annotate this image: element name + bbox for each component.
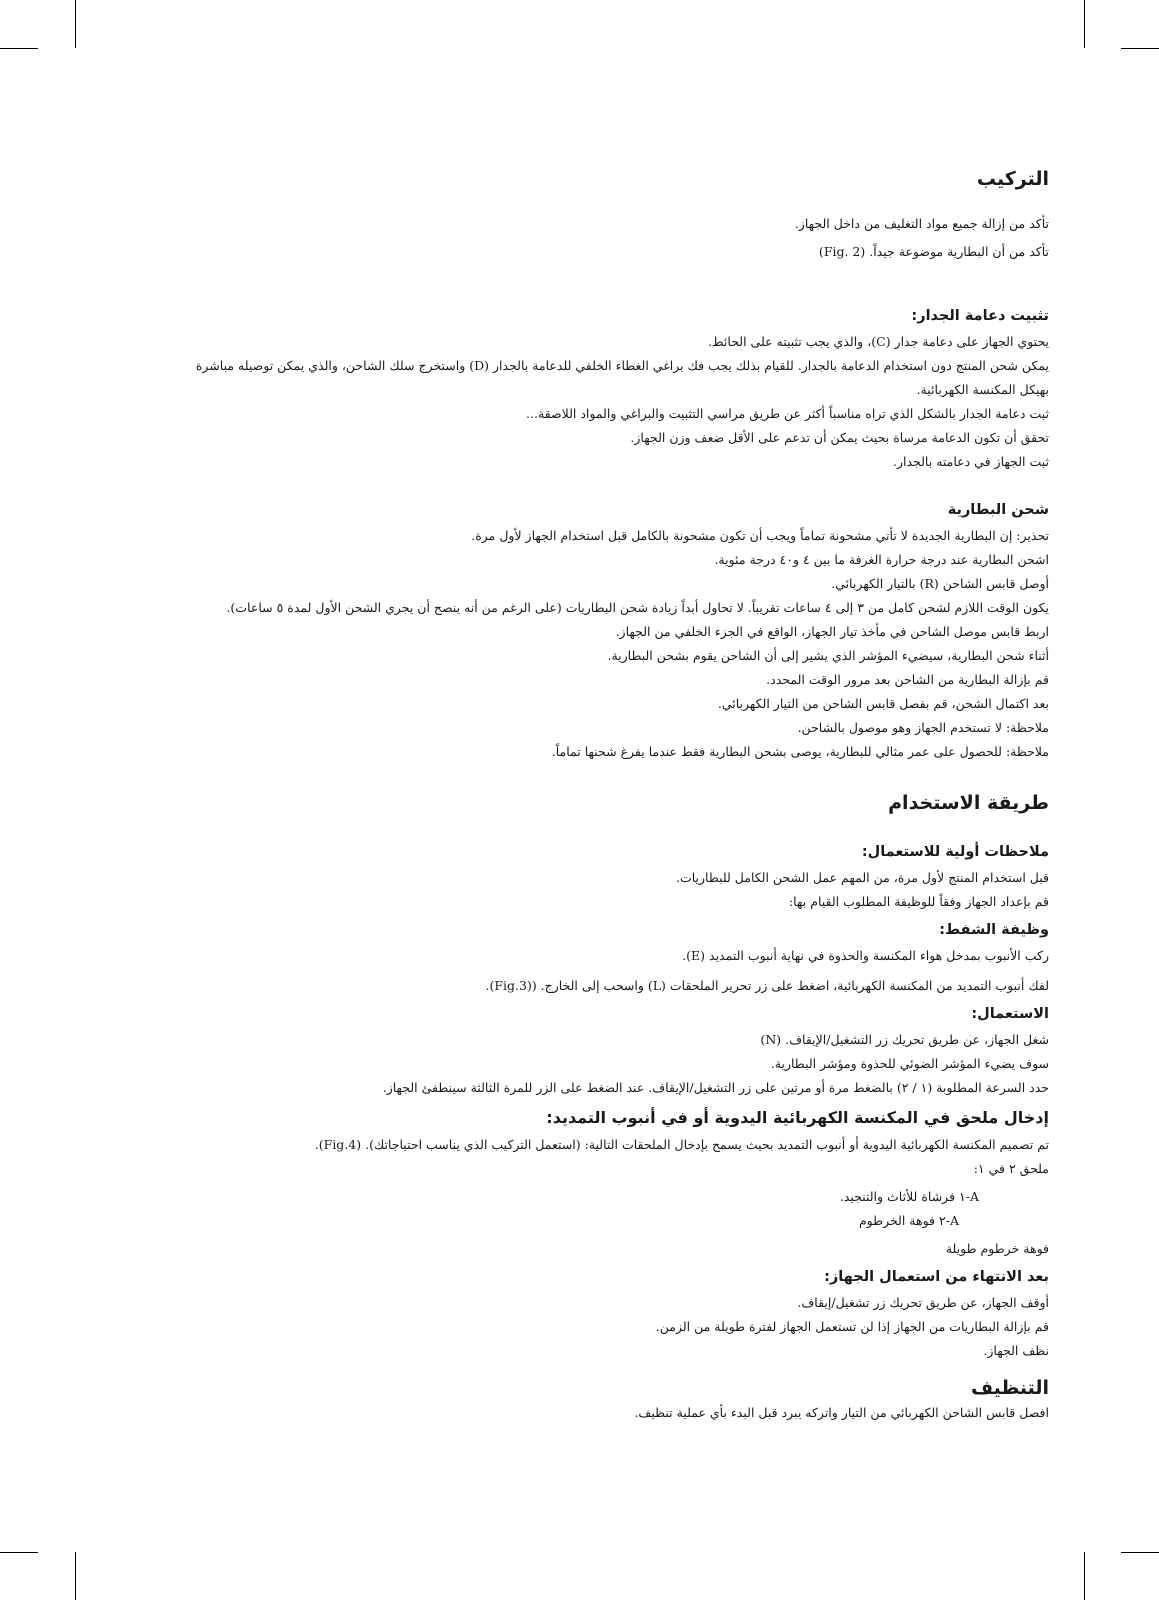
assembly-title: التركيب bbox=[976, 168, 1049, 190]
assembly-section bbox=[169, 168, 1049, 264]
crop-mark bbox=[75, 1552, 76, 1600]
cleaning-section bbox=[169, 1377, 1049, 1425]
battery-section bbox=[169, 502, 1049, 764]
paragraph: قم بإزالة البطارية من الشاحن بعد مرور الوقت المحدد. bbox=[766, 672, 1049, 687]
wall-mount-section bbox=[169, 308, 1049, 474]
paragraph: ثبت الجهاز في دعامته بالجدار. bbox=[893, 454, 1049, 469]
paragraph: لفك أنبوب التمديد من المكنسة الكهربائية، اضغط على زر تحرير الملحقات (L) واسحب إلى الخارج. ((Fig.3). bbox=[485, 978, 1049, 993]
paragraph: ملاحظة: لا تستخدم الجهاز وهو موصول بالشاحن. bbox=[797, 720, 1049, 735]
crop-mark bbox=[1121, 1552, 1159, 1553]
wall-mount-title: تثبيت دعامة الجدار: bbox=[911, 308, 1049, 324]
crop-mark bbox=[1121, 48, 1159, 49]
battery-title: شحن البطارية bbox=[947, 502, 1049, 518]
paragraph: أوقف الجهاز، عن طريق تحريك زر تشغيل/إيقاف. bbox=[797, 1295, 1049, 1310]
paragraph: اربط قابس موصل الشاحن في مأخذ تيار الجهاز، الواقع في الجزء الخلفي من الجهاز. bbox=[615, 624, 1049, 639]
paragraph: تأكد من إزالة جميع مواد التغليف من داخل الجهاز. bbox=[794, 216, 1049, 231]
crop-mark bbox=[1084, 0, 1085, 48]
paragraph: ملاحظة: للحصول على عمر مثالي للبطارية، يوصى بشحن البطارية فقط عندما يفرغ شحنها تماماً. bbox=[551, 744, 1049, 759]
crop-mark bbox=[75, 0, 76, 48]
paragraph: تحقق أن تكون الدعامة مرساة بحيث يمكن أن تدعم على الأقل ضعف وزن الجهاز. bbox=[630, 430, 1049, 445]
operation-block bbox=[169, 1006, 1049, 1100]
paragraph: ثبت دعامة الجدار بالشكل الذي تراه مناسباً أكثر عن طريق مراسي التثبيت والبراغي والمواد اللاصقة... bbox=[526, 406, 1049, 421]
paragraph: قبل استخدام المنتج لأول مرة، من المهم عمل الشحن الكامل للبطاريات. bbox=[675, 870, 1049, 885]
paragraph: ركب الأنبوب بمدخل هواء المكنسة والحذوة في نهاية أنبوب التمديد (E). bbox=[682, 948, 1049, 963]
suction-block bbox=[169, 922, 1049, 998]
paragraph: تم تصميم المكنسة الكهربائية اليدوية أو أنبوب التمديد بحيث يسمح بإدخال الملحقات التالية: (استعمل التركيب الذي يناسب احتياجاتك). (Fig.4). bbox=[314, 1137, 1049, 1152]
document-page bbox=[169, 150, 1049, 1453]
paragraph: فوهة خرطوم طويلة bbox=[945, 1241, 1049, 1256]
accessory-block bbox=[169, 1108, 1049, 1261]
usage-title: طريقة الاستخدام bbox=[888, 792, 1049, 814]
cleaning-title: التنظيف bbox=[970, 1377, 1049, 1399]
paragraph: سوف يضيء المؤشر الضوئي للحذوة ومؤشر البطارية. bbox=[770, 1056, 1049, 1071]
paragraph: نظف الجهاز. bbox=[983, 1343, 1049, 1358]
after-use-block bbox=[169, 1269, 1049, 1363]
paragraph: شغل الجهاز، عن طريق تحريك زر التشغيل/الإيقاف. (N) bbox=[760, 1032, 1049, 1047]
after-use-title: بعد الانتهاء من استعمال الجهاز: bbox=[824, 1269, 1049, 1285]
paragraph: قم بإعداد الجهاز وفقاً للوظيفة المطلوب القيام بها: bbox=[788, 894, 1049, 909]
paragraph: بعد اكتمال الشحن، قم بفصل قابس الشاحن من التيار الكهربائي. bbox=[717, 696, 1049, 711]
paragraph: قم بإزالة البطاريات من الجهاز إذا لن تستعمل الجهاز لفترة طويلة من الزمن. bbox=[655, 1319, 1049, 1334]
prelim-title: ملاحظات أولية للاستعمال: bbox=[861, 844, 1049, 860]
paragraph: افصل قابس الشاحن الكهربائي من التيار واتركه يبرد قبل البدء بأي عملية تنظيف. bbox=[634, 1405, 1049, 1420]
usage-section bbox=[169, 792, 1049, 1363]
crop-mark bbox=[1084, 1552, 1085, 1600]
crop-mark bbox=[0, 1552, 38, 1553]
paragraph: ملحق ٢ في ١: bbox=[973, 1161, 1049, 1176]
paragraph: اشحن البطارية عند درجة حرارة الغرفة ما بين ٤ و٤٠ درجة مئوية. bbox=[714, 552, 1049, 567]
paragraph: حدد السرعة المطلوبة (١ / ٢) بالضغط مرة أو مرتين على زر التشغيل/الإيقاف. عند الضغط على الزر للمرة الثالثة سينطفئ الجهاز. bbox=[382, 1080, 1049, 1095]
suction-title: وظيفة الشفط: bbox=[939, 922, 1049, 938]
paragraph: تحذير: إن البطارية الجديدة لا تأتي مشحونة تماماً ويجب أن تكون مشحونة بالكامل قبل استخدام الجهاز لأول مرة. bbox=[471, 528, 1049, 543]
paragraph: يحتوي الجهاز على دعامة جدار (C)، والذي يجب تثبيته على الحائط. bbox=[708, 334, 1049, 349]
paragraph: يمكن شحن المنتج دون استخدام الدعامة بالجدار. للقيام بذلك يجب فك براغي الغطاء الخلفي للدعامة بالجدار (D) واستخرج سلك الشاحن، والذي يمكن توصيله مباشرة بهيكل المكنسة الكهربائية. bbox=[195, 358, 1049, 397]
list-item: A-١ فرشاة للأثاث والتنجيد. bbox=[839, 1189, 979, 1204]
prelim-block bbox=[169, 844, 1049, 914]
accessory-title: إدخال ملحق في المكنسة الكهربائية اليدوية أو في أنبوب التمديد: bbox=[546, 1108, 1049, 1127]
paragraph: أثناء شحن البطارية، سيضيء المؤشر الذي يشير إلى أن الشاحن يقوم بشحن البطارية. bbox=[607, 648, 1049, 663]
paragraph: يكون الوقت اللازم لشحن كامل من ٣ إلى ٤ ساعات تقريباً. لا تحاول أبداً زيادة شحن البطاريات (على الرغم من أنه ينصح أن يجري الشحن الأول لمدة ٥ ساعات). bbox=[226, 600, 1049, 615]
paragraph: أوصل قابس الشاحن (R) بالتيار الكهربائي. bbox=[831, 576, 1049, 591]
paragraph: تأكد من أن البطارية موضوعة جيداً. (Fig. 2) bbox=[818, 244, 1049, 259]
operation-title: الاستعمال: bbox=[971, 1006, 1049, 1022]
crop-mark bbox=[0, 48, 38, 49]
list-item: A-٢ فوهة الخرطوم bbox=[858, 1213, 959, 1228]
